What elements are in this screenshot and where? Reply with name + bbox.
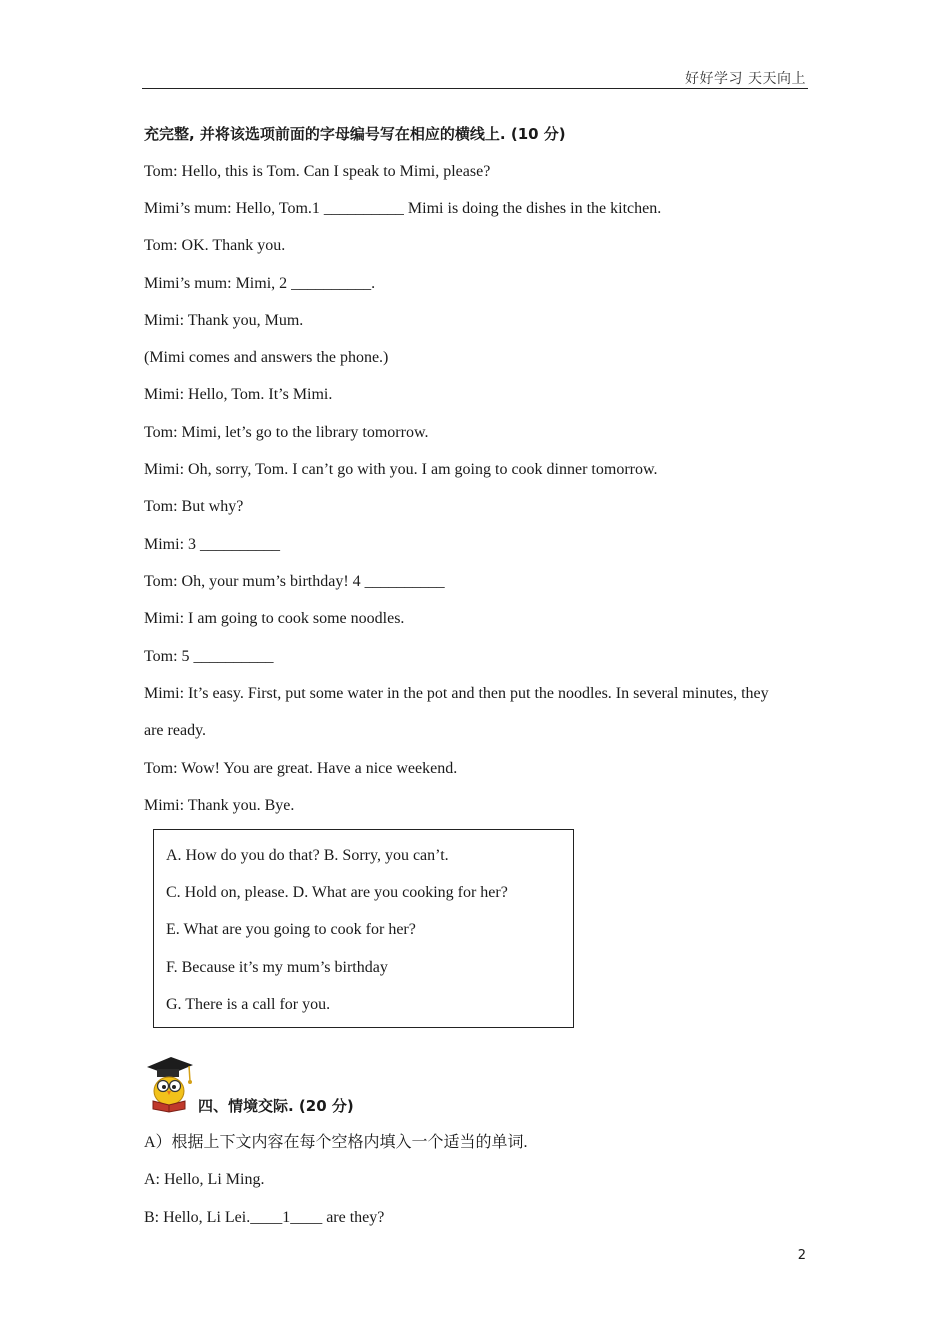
dialogue-line: Mimi’s mum: Hello, Tom.1 __________ Mimi is doing the dishes in the kitchen. <box>144 200 662 217</box>
dialogue-line: are ready. <box>144 722 207 739</box>
dialogue-line: A: Hello, Li Ming. <box>144 1171 265 1188</box>
dialogue-line: Tom: Wow! You are great. Have a nice weekend. <box>144 760 458 777</box>
graduate-owl-icon <box>143 1053 195 1113</box>
dialogue-line: Mimi: 3 __________ <box>144 536 281 553</box>
dialogue-line: Tom: Oh, your mum’s birthday! 4 __________ <box>144 573 445 590</box>
option-line: E. What are you going to cook for her? <box>166 921 416 938</box>
dialogue-line: B: Hello, Li Lei.____1____ are they? <box>144 1209 385 1226</box>
section-instruction: 充完整, 并将该选项前面的字母编号写在相应的横线上. (10 分) <box>144 125 566 143</box>
section-instruction: A）根据上下文内容在每个空格内填入一个适当的单词. <box>144 1134 528 1151</box>
dialogue-line: Tom: Mimi, let’s go to the library tomorrow. <box>144 424 429 441</box>
header-divider <box>142 88 808 89</box>
dialogue-line: Tom: 5 __________ <box>144 648 274 665</box>
option-line: G. There is a call for you. <box>166 996 331 1013</box>
dialogue-line: Tom: But why? <box>144 498 244 515</box>
page-number: 2 <box>797 1248 806 1263</box>
dialogue-line: (Mimi comes and answers the phone.) <box>144 349 389 366</box>
dialogue-line: Mimi: I am going to cook some noodles. <box>144 610 405 627</box>
section-title: 四、情境交际. (20 分) <box>198 1097 354 1115</box>
dialogue-line: Mimi: Thank you, Mum. <box>144 312 304 329</box>
option-line: A. How do you do that? B. Sorry, you can’t. <box>166 847 449 864</box>
answer-options-box <box>153 829 574 1028</box>
dialogue-line: Tom: Hello, this is Tom. Can I speak to Mimi, please? <box>144 163 491 180</box>
dialogue-line: Mimi: Oh, sorry, Tom. I can’t go with you. I am going to cook dinner tomorrow. <box>144 461 658 478</box>
dialogue-line: Mimi: It’s easy. First, put some water in the pot and then put the noodles. In several minutes, they <box>144 685 769 702</box>
dialogue-line: Mimi’s mum: Mimi, 2 __________. <box>144 275 376 292</box>
option-line: C. Hold on, please. D. What are you cooking for her? <box>166 884 508 901</box>
option-line: F. Because it’s my mum’s birthday <box>166 959 388 976</box>
page-header-motto: 好好学习 天天向上 <box>685 71 806 87</box>
dialogue-line: Mimi: Hello, Tom. It’s Mimi. <box>144 386 333 403</box>
dialogue-line: Mimi: Thank you. Bye. <box>144 797 295 814</box>
dialogue-line: Tom: OK. Thank you. <box>144 237 286 254</box>
